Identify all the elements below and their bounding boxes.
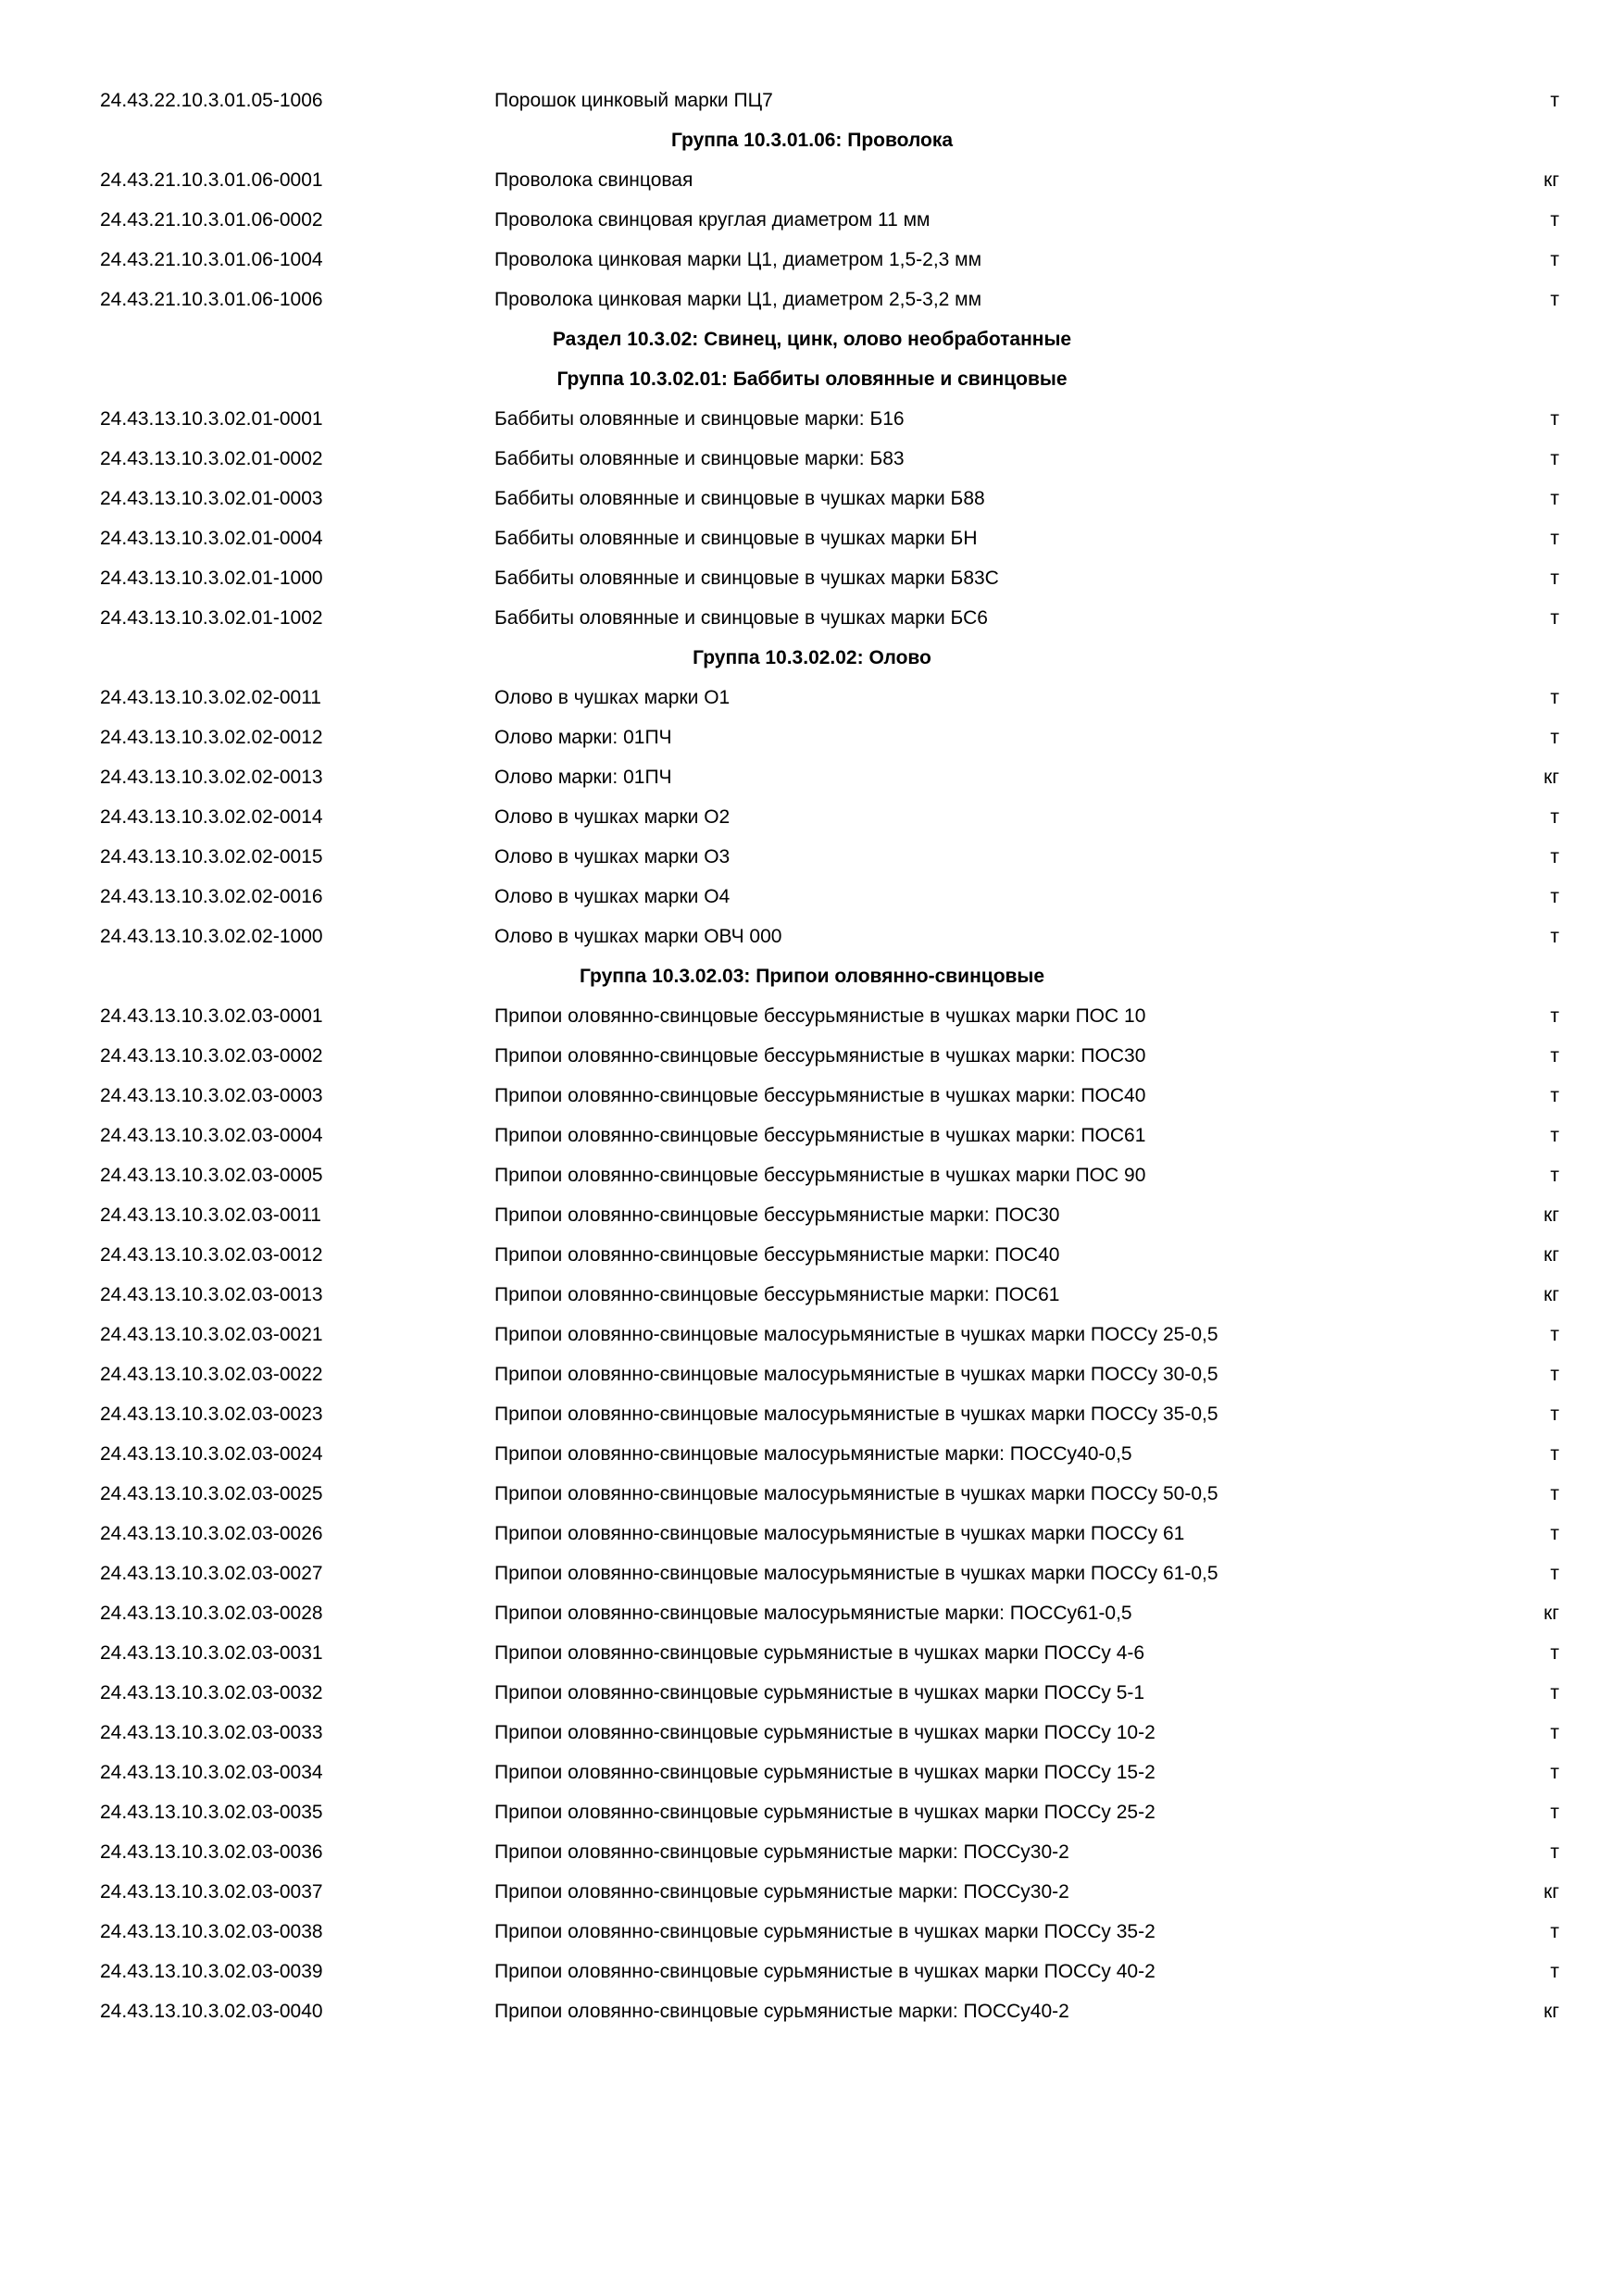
table-row	[0, 240, 1624, 280]
table-row	[0, 718, 1624, 757]
table-row	[0, 518, 1624, 558]
unit-of-measure: т	[1550, 488, 1559, 509]
table-row	[0, 1593, 1624, 1633]
resource-code: 24.43.13.10.3.02.03-0026	[100, 1523, 323, 1544]
table-row	[0, 1633, 1624, 1673]
unit-of-measure: т	[1550, 1841, 1559, 1863]
resource-code: 24.43.13.10.3.02.01-0001	[100, 408, 323, 430]
section-heading: Раздел 10.3.02: Свинец, цинк, олово необработанные	[552, 329, 1072, 350]
unit-of-measure: т	[1550, 886, 1559, 907]
resource-name: Баббиты оловянные и свинцовые марки: Б83	[494, 448, 905, 469]
unit-of-measure: кг	[1543, 2001, 1559, 2022]
resource-code: 24.43.13.10.3.02.01-1002	[100, 607, 323, 629]
resource-name: Припои оловянно-свинцовые сурьмянистые в чушках марки ПОССу 4-6	[494, 1642, 1145, 1664]
resource-code: 24.43.13.10.3.02.02-0013	[100, 767, 323, 788]
resource-name: Припои оловянно-свинцовые сурьмянистые марки: ПОССу40-2	[494, 2001, 1069, 2022]
resource-code: 24.43.13.10.3.02.01-1000	[100, 568, 323, 589]
resource-code: 24.43.13.10.3.02.03-0032	[100, 1682, 323, 1703]
resource-name: Припои оловянно-свинцовые бессурьмянистые марки: ПОС40	[494, 1244, 1060, 1266]
resource-code: 24.43.13.10.3.02.03-0002	[100, 1045, 323, 1067]
table-row	[0, 160, 1624, 200]
unit-of-measure: т	[1550, 1443, 1559, 1465]
unit-of-measure: т	[1550, 806, 1559, 828]
unit-of-measure: т	[1550, 607, 1559, 629]
unit-of-measure: т	[1550, 1483, 1559, 1504]
unit-of-measure: т	[1550, 1085, 1559, 1106]
unit-of-measure: т	[1550, 1722, 1559, 1743]
resource-name: Припои оловянно-свинцовые сурьмянистые марки: ПОССу30-2	[494, 1881, 1069, 1903]
resource-name: Припои оловянно-свинцовые сурьмянистые в чушках марки ПОССу 5-1	[494, 1682, 1145, 1703]
table-row	[0, 1076, 1624, 1116]
unit-of-measure: т	[1550, 289, 1559, 310]
resource-name: Олово марки: 01ПЧ	[494, 767, 672, 788]
table-row	[0, 1155, 1624, 1195]
resource-name: Припои оловянно-свинцовые малосурьмянистые марки: ПОССу40-0,5	[494, 1443, 1132, 1465]
resource-name: Припои оловянно-свинцовые сурьмянистые в чушках марки ПОССу 35-2	[494, 1921, 1156, 1942]
resource-code: 24.43.13.10.3.02.03-0031	[100, 1642, 323, 1664]
resource-code: 24.43.13.10.3.02.01-0002	[100, 448, 323, 469]
unit-of-measure: т	[1550, 1005, 1559, 1027]
table-row	[0, 877, 1624, 917]
unit-of-measure: т	[1550, 1404, 1559, 1425]
resource-code: 24.43.13.10.3.02.03-0022	[100, 1364, 323, 1385]
resource-name: Проволока свинцовая	[494, 169, 693, 191]
table-row	[0, 1514, 1624, 1554]
table-row	[0, 1872, 1624, 1912]
resource-code: 24.43.13.10.3.02.03-0025	[100, 1483, 323, 1504]
unit-of-measure: т	[1550, 528, 1559, 549]
resource-code: 24.43.13.10.3.02.03-0034	[100, 1762, 323, 1783]
table-row	[0, 558, 1624, 598]
table-row	[0, 1235, 1624, 1275]
resource-name: Проволока цинковая марки Ц1, диаметром 2,5-3,2 мм	[494, 289, 982, 310]
table-row	[0, 1434, 1624, 1474]
table-row	[0, 757, 1624, 797]
resource-code: 24.43.13.10.3.02.03-0023	[100, 1404, 323, 1425]
resource-code: 24.43.21.10.3.01.06-0001	[100, 169, 323, 191]
unit-of-measure: кг	[1543, 1284, 1559, 1305]
unit-of-measure: т	[1550, 1642, 1559, 1664]
resource-code: 24.43.21.10.3.01.06-1004	[100, 249, 323, 270]
resource-name: Припои оловянно-свинцовые бессурьмянистые марки: ПОС30	[494, 1204, 1060, 1226]
resource-code: 24.43.13.10.3.02.03-0013	[100, 1284, 323, 1305]
resource-name: Припои оловянно-свинцовые бессурьмянистые в чушках марки: ПОС40	[494, 1085, 1146, 1106]
table-row	[0, 1832, 1624, 1872]
unit-of-measure: кг	[1543, 767, 1559, 788]
section-heading: Группа 10.3.02.02: Олово	[693, 647, 931, 668]
resource-code: 24.43.13.10.3.02.03-0037	[100, 1881, 323, 1903]
resource-name: Баббиты оловянные и свинцовые в чушках марки БН	[494, 528, 978, 549]
resource-name: Припои оловянно-свинцовые сурьмянистые в чушках марки ПОССу 15-2	[494, 1762, 1156, 1783]
unit-of-measure: т	[1550, 568, 1559, 589]
resource-name: Припои оловянно-свинцовые сурьмянистые в чушках марки ПОССу 40-2	[494, 1961, 1156, 1982]
section-heading: Группа 10.3.01.06: Проволока	[670, 130, 954, 151]
resource-name: Олово в чушках марки О2	[494, 806, 731, 828]
table-row	[0, 1394, 1624, 1434]
resource-code: 24.43.13.10.3.02.02-0015	[100, 846, 323, 867]
table-row	[0, 1315, 1624, 1354]
unit-of-measure: т	[1550, 209, 1559, 231]
table-row	[0, 1474, 1624, 1514]
table-row	[0, 479, 1624, 518]
table-row	[0, 996, 1624, 1036]
resource-name: Проволока цинковая марки Ц1, диаметром 1,5-2,3 мм	[494, 249, 982, 270]
resource-name: Припои оловянно-свинцовые бессурьмянистые в чушках марки: ПОС61	[494, 1125, 1146, 1146]
table-row	[0, 1792, 1624, 1832]
table-row	[0, 1195, 1624, 1235]
resource-code: 24.43.13.10.3.02.03-0040	[100, 2001, 323, 2022]
resource-code: 24.43.13.10.3.02.02-0016	[100, 886, 323, 907]
resource-code: 24.43.13.10.3.02.03-0038	[100, 1921, 323, 1942]
resource-name: Баббиты оловянные и свинцовые в чушках марки Б88	[494, 488, 985, 509]
resource-name: Припои оловянно-свинцовые малосурьмянистые в чушках марки ПОССу 35-0,5	[494, 1404, 1218, 1425]
table-row	[0, 1912, 1624, 1952]
resource-code: 24.43.13.10.3.02.01-0004	[100, 528, 323, 549]
unit-of-measure: т	[1550, 1125, 1559, 1146]
unit-of-measure: т	[1550, 1921, 1559, 1942]
unit-of-measure: т	[1550, 846, 1559, 867]
resource-name: Припои оловянно-свинцовые бессурьмянистые в чушках марки ПОС 90	[494, 1165, 1146, 1186]
unit-of-measure: т	[1550, 1682, 1559, 1703]
resource-code: 24.43.13.10.3.02.03-0003	[100, 1085, 323, 1106]
table-row	[0, 1354, 1624, 1394]
resource-name: Припои оловянно-свинцовые малосурьмянистые в чушках марки ПОССу 61	[494, 1523, 1185, 1544]
resource-name: Припои оловянно-свинцовые малосурьмянистые в чушках марки ПОССу 50-0,5	[494, 1483, 1218, 1504]
unit-of-measure: кг	[1543, 1244, 1559, 1266]
unit-of-measure: т	[1550, 727, 1559, 748]
resource-code: 24.43.13.10.3.02.03-0036	[100, 1841, 323, 1863]
resource-name: Проволока свинцовая круглая диаметром 11 мм	[494, 209, 931, 231]
table-row	[0, 1036, 1624, 1076]
unit-of-measure: т	[1550, 408, 1559, 430]
resource-name: Порошок цинковый марки ПЦ7	[494, 90, 773, 111]
unit-of-measure: т	[1550, 1961, 1559, 1982]
resource-code: 24.43.13.10.3.02.03-0004	[100, 1125, 323, 1146]
table-row	[0, 1673, 1624, 1713]
resource-code: 24.43.13.10.3.02.02-0011	[100, 687, 321, 708]
resource-code: 24.43.13.10.3.02.03-0011	[100, 1204, 321, 1226]
table-row	[0, 399, 1624, 439]
unit-of-measure: т	[1550, 448, 1559, 469]
unit-of-measure: т	[1550, 1324, 1559, 1345]
unit-of-measure: т	[1550, 926, 1559, 947]
resource-code: 24.43.13.10.3.02.03-0001	[100, 1005, 323, 1027]
resource-name: Олово в чушках марки О4	[494, 886, 731, 907]
resource-name: Припои оловянно-свинцовые малосурьмянистые в чушках марки ПОССу 61-0,5	[494, 1563, 1218, 1584]
table-row	[0, 917, 1624, 956]
resource-code: 24.43.13.10.3.02.03-0024	[100, 1443, 323, 1465]
unit-of-measure: кг	[1543, 1603, 1559, 1624]
resource-code: 24.43.13.10.3.02.03-0035	[100, 1802, 323, 1823]
unit-of-measure: т	[1550, 1523, 1559, 1544]
resource-code: 24.43.21.10.3.01.06-1006	[100, 289, 323, 310]
resource-name: Припои оловянно-свинцовые малосурьмянистые марки: ПОССу61-0,5	[494, 1603, 1132, 1624]
resource-code: 24.43.13.10.3.02.03-0005	[100, 1165, 323, 1186]
unit-of-measure: т	[1550, 249, 1559, 270]
resource-code: 24.43.13.10.3.02.03-0039	[100, 1961, 323, 1982]
unit-of-measure: т	[1550, 1165, 1559, 1186]
resource-code: 24.43.13.10.3.02.03-0028	[100, 1603, 323, 1624]
table-row	[0, 1952, 1624, 1991]
resource-code: 24.43.13.10.3.02.03-0033	[100, 1722, 323, 1743]
resource-name: Припои оловянно-свинцовые бессурьмянистые в чушках марки ПОС 10	[494, 1005, 1146, 1027]
resource-name: Припои оловянно-свинцовые бессурьмянистые в чушках марки: ПОС30	[494, 1045, 1146, 1067]
resource-code: 24.43.13.10.3.02.01-0003	[100, 488, 323, 509]
table-row	[0, 81, 1624, 120]
unit-of-measure: кг	[1543, 1204, 1559, 1226]
resource-code: 24.43.13.10.3.02.03-0027	[100, 1563, 323, 1584]
resource-name: Припои оловянно-свинцовые малосурьмянистые в чушках марки ПОССу 25-0,5	[494, 1324, 1218, 1345]
resource-code: 24.43.13.10.3.02.03-0012	[100, 1244, 323, 1266]
resource-code: 24.43.13.10.3.02.02-0012	[100, 727, 323, 748]
resource-code: 24.43.13.10.3.02.03-0021	[100, 1324, 323, 1345]
table-row	[0, 1991, 1624, 2031]
unit-of-measure: т	[1550, 90, 1559, 111]
table-row	[0, 280, 1624, 319]
table-row	[0, 837, 1624, 877]
resource-code: 24.43.13.10.3.02.02-0014	[100, 806, 323, 828]
resource-name: Припои оловянно-свинцовые сурьмянистые в чушках марки ПОССу 10-2	[494, 1722, 1156, 1743]
table-row	[0, 797, 1624, 837]
table-row	[0, 200, 1624, 240]
table-row	[0, 1116, 1624, 1155]
unit-of-measure: кг	[1543, 169, 1559, 191]
resource-name: Припои оловянно-свинцовые сурьмянистые марки: ПОССу30-2	[494, 1841, 1069, 1863]
table-row	[0, 1713, 1624, 1753]
resource-name: Баббиты оловянные и свинцовые в чушках марки БС6	[494, 607, 988, 629]
unit-of-measure: т	[1550, 1045, 1559, 1067]
unit-of-measure: т	[1550, 1762, 1559, 1783]
resource-name: Баббиты оловянные и свинцовые в чушках марки Б83С	[494, 568, 999, 589]
resource-name: Олово в чушках марки О3	[494, 846, 731, 867]
unit-of-measure: т	[1550, 687, 1559, 708]
resource-name: Баббиты оловянные и свинцовые марки: Б16	[494, 408, 905, 430]
table-row	[0, 678, 1624, 718]
section-heading: Группа 10.3.02.03: Припои оловянно-свинцовые	[579, 966, 1045, 987]
table-row	[0, 439, 1624, 479]
unit-of-measure: т	[1550, 1364, 1559, 1385]
resource-name: Олово в чушках марки ОВЧ 000	[494, 926, 782, 947]
table-row	[0, 1275, 1624, 1315]
unit-of-measure: кг	[1543, 1881, 1559, 1903]
resource-name: Олово марки: 01ПЧ	[494, 727, 672, 748]
resource-name: Олово в чушках марки О1	[494, 687, 731, 708]
unit-of-measure: т	[1550, 1802, 1559, 1823]
table-row	[0, 1554, 1624, 1593]
resource-code: 24.43.21.10.3.01.06-0002	[100, 209, 323, 231]
table-row	[0, 598, 1624, 638]
unit-of-measure: т	[1550, 1563, 1559, 1584]
section-heading: Группа 10.3.02.01: Баббиты оловянные и свинцовые	[556, 368, 1068, 390]
resource-code: 24.43.22.10.3.01.05-1006	[100, 90, 323, 111]
resource-name: Припои оловянно-свинцовые бессурьмянистые марки: ПОС61	[494, 1284, 1060, 1305]
resource-name: Припои оловянно-свинцовые малосурьмянистые в чушках марки ПОССу 30-0,5	[494, 1364, 1218, 1385]
resource-code: 24.43.13.10.3.02.02-1000	[100, 926, 323, 947]
resource-name: Припои оловянно-свинцовые сурьмянистые в чушках марки ПОССу 25-2	[494, 1802, 1156, 1823]
table-row	[0, 1753, 1624, 1792]
